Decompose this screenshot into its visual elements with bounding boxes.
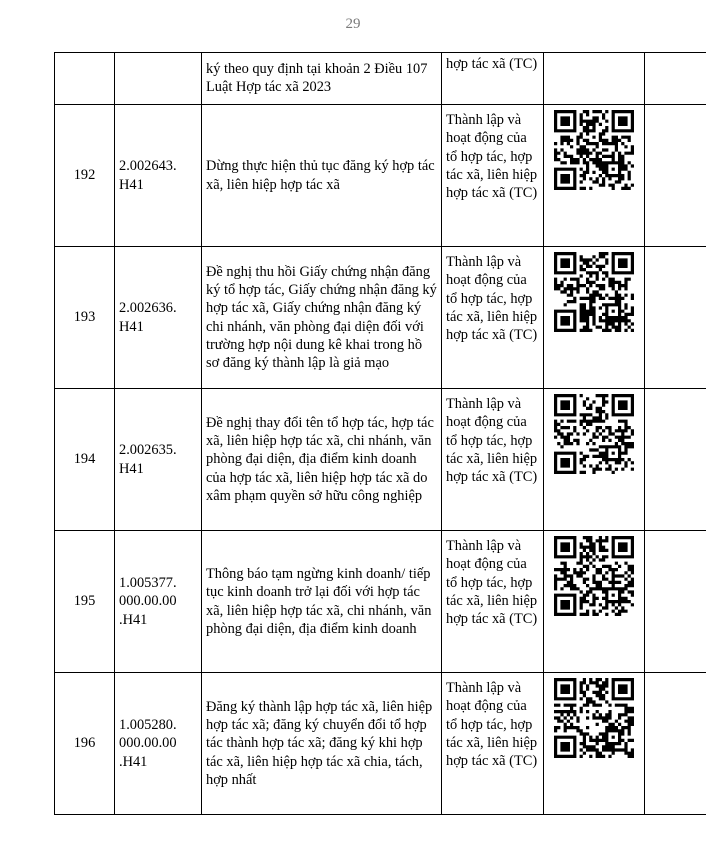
procedure-name: ký theo quy định tại khoản 2 Điều 107 Luật Hợp tác xã 2023 bbox=[206, 60, 428, 95]
procedure-field: Thành lập và hoạt động của tổ hợp tác, hợp tác xã, liên hiệp hợp tác xã (TC) bbox=[446, 538, 538, 628]
code-cell bbox=[115, 105, 202, 247]
procedure-name: Đề nghị thay đổi tên tổ hợp tác, hợp tác xã, liên hiệp hợp tác xã, chi nhánh, văn phòng đại diện, địa điểm kinh doanh của hợp tác xã, liên hiệp hợp tác xã do xâm phạm quyền sở hữu công nghiệp bbox=[206, 414, 434, 504]
extra-cell bbox=[645, 389, 706, 531]
stt-number: 192 bbox=[73, 167, 96, 184]
procedure-code: 2.002636. H41 bbox=[119, 300, 177, 335]
code-cell bbox=[115, 389, 202, 531]
stt-cell bbox=[55, 53, 115, 105]
procedure-code: 1.005280. 000.00.00 .H41 bbox=[119, 717, 177, 770]
stt-number: 193 bbox=[73, 309, 96, 326]
name-cell bbox=[202, 389, 442, 531]
stt-cell bbox=[55, 105, 115, 247]
extra-cell bbox=[645, 53, 706, 105]
extra-cell bbox=[645, 105, 706, 247]
procedure-name: Đề nghị thu hồi Giấy chứng nhận đăng ký tổ hợp tác, Giấy chứng nhận đăng ký hợp tác xã, Giấy chứng nhận đăng ký chi nhánh, văn phòng đại diện đối với trường hợp nội dung kê khai trong hồ sơ đăng ký thành lập là giả mạo bbox=[206, 263, 437, 372]
name-cell bbox=[202, 53, 442, 105]
field-cell bbox=[442, 673, 544, 815]
stt-number: 196 bbox=[73, 735, 96, 752]
code-cell bbox=[115, 531, 202, 673]
qr-code-icon[interactable] bbox=[554, 536, 634, 616]
field-cell bbox=[442, 389, 544, 531]
stt-cell bbox=[55, 247, 115, 389]
field-cell bbox=[442, 247, 544, 389]
qr-cell bbox=[544, 531, 645, 673]
code-cell bbox=[115, 53, 202, 105]
qr-cell bbox=[544, 247, 645, 389]
name-cell bbox=[202, 247, 442, 389]
qr-cell bbox=[544, 673, 645, 815]
name-cell bbox=[202, 531, 442, 673]
procedure-field: Thành lập và hoạt động của tổ hợp tác, hợp tác xã, liên hiệp hợp tác xã (TC) bbox=[446, 254, 538, 344]
stt-cell bbox=[55, 673, 115, 815]
qr-cell bbox=[544, 389, 645, 531]
stt-number: 195 bbox=[73, 593, 96, 610]
procedure-name: Dừng thực hiện thủ tục đăng ký hợp tác xã, liên hiệp hợp tác xã bbox=[206, 158, 435, 193]
field-cell bbox=[442, 53, 544, 105]
qr-code-icon[interactable] bbox=[554, 394, 634, 474]
code-cell bbox=[115, 247, 202, 389]
qr-cell bbox=[544, 105, 645, 247]
procedure-table bbox=[54, 52, 706, 815]
table-row bbox=[55, 247, 706, 389]
page-number: 29 bbox=[345, 16, 361, 32]
table-row bbox=[55, 673, 706, 815]
table-row bbox=[55, 389, 706, 531]
qr-code-icon[interactable] bbox=[554, 110, 634, 190]
code-cell bbox=[115, 673, 202, 815]
extra-cell bbox=[645, 247, 706, 389]
procedure-field: Thành lập và hoạt động của tổ hợp tác, hợp tác xã, liên hiệp hợp tác xã (TC) bbox=[446, 396, 538, 486]
procedure-field: Thành lập và hoạt động của tổ hợp tác, hợp tác xã, liên hiệp hợp tác xã (TC) bbox=[446, 680, 538, 770]
stt-number: 194 bbox=[73, 451, 96, 468]
qr-code-icon[interactable] bbox=[554, 252, 634, 332]
procedure-code: 1.005377. 000.00.00 .H41 bbox=[119, 575, 177, 628]
qr-code-icon[interactable] bbox=[554, 678, 634, 758]
name-cell bbox=[202, 673, 442, 815]
table-row bbox=[55, 531, 706, 673]
procedure-code: 2.002643. H41 bbox=[119, 158, 177, 193]
table-row bbox=[55, 105, 706, 247]
procedure-field: hợp tác xã (TC) bbox=[446, 56, 538, 72]
procedure-name: Thông báo tạm ngừng kinh doanh/ tiếp tục kinh doanh trở lại đối với hợp tác xã, liên hiệp hợp tác xã, chi nhánh, văn phòng đại diện, địa điểm kinh doanh bbox=[206, 565, 432, 637]
field-cell bbox=[442, 531, 544, 673]
stt-cell bbox=[55, 389, 115, 531]
name-cell bbox=[202, 105, 442, 247]
extra-cell bbox=[645, 673, 706, 815]
field-cell bbox=[442, 105, 544, 247]
procedure-field: Thành lập và hoạt động của tổ hợp tác, hợp tác xã, liên hiệp hợp tác xã (TC) bbox=[446, 112, 538, 202]
procedure-code: 2.002635. H41 bbox=[119, 442, 177, 477]
qr-cell bbox=[544, 53, 645, 105]
extra-cell bbox=[645, 531, 706, 673]
stt-cell bbox=[55, 531, 115, 673]
table-row-continued bbox=[55, 53, 706, 105]
procedure-name: Đăng ký thành lập hợp tác xã, liên hiệp hợp tác xã; đăng ký chuyển đổi tổ hợp tác thành hợp tác xã; đăng ký khi hợp tác xã, liên hiệp hợp tác xã chia, tách, hợp nhất bbox=[206, 698, 433, 788]
